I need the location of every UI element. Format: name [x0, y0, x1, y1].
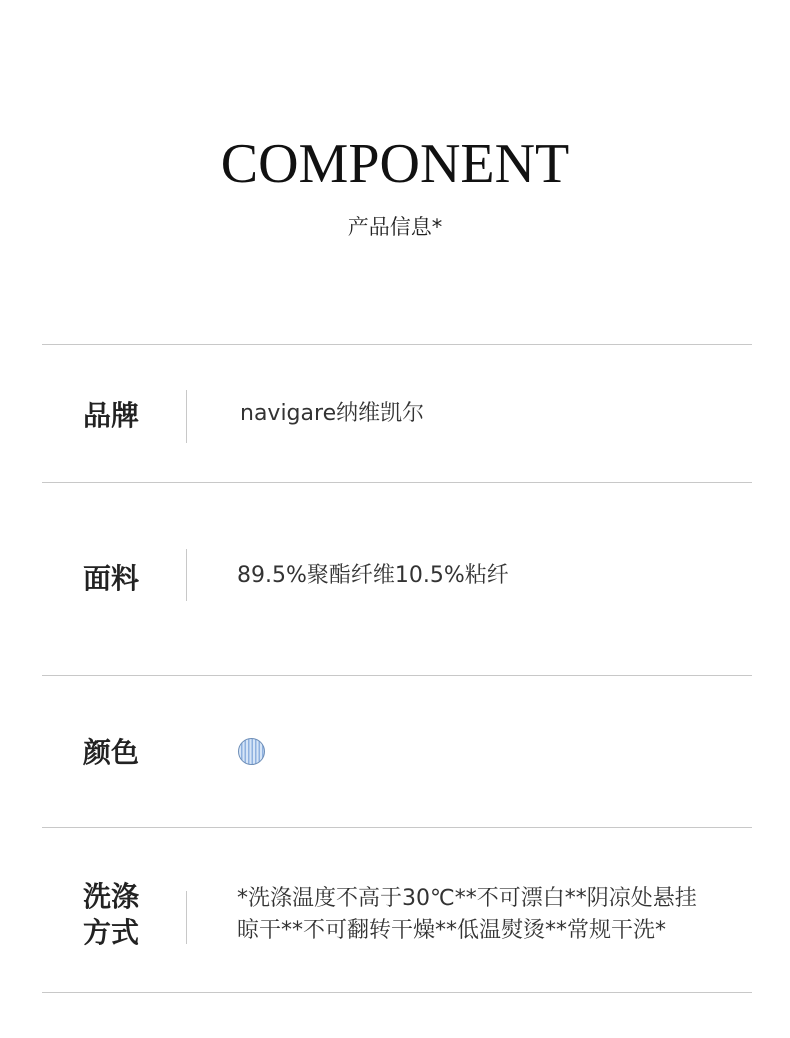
- divider-1: [42, 482, 752, 483]
- color-swatch: [238, 738, 265, 765]
- washing-value-line2: 晾干**不可翻转干燥**低温熨烫**常规干洗*: [237, 918, 667, 943]
- brand-separator: [186, 390, 187, 443]
- fabric-value: 89.5%聚酯纤维10.5%粘纤: [237, 563, 509, 588]
- divider-3: [42, 827, 752, 828]
- page-subtitle: 产品信息*: [347, 215, 443, 239]
- divider-top: [42, 344, 752, 345]
- brand-value: navigare纳维凯尔: [240, 401, 425, 426]
- divider-2: [42, 675, 752, 676]
- washing-label-line1: 洗涤: [83, 880, 140, 913]
- divider-bottom: [42, 992, 752, 993]
- washing-value-line1: *洗涤温度不高于30℃**不可漂白**阴凉处悬挂: [237, 886, 697, 911]
- fabric-separator: [186, 549, 187, 601]
- washing-label-line2: 方式: [83, 916, 140, 949]
- washing-separator: [186, 891, 187, 944]
- fabric-label: 面料: [83, 562, 140, 595]
- page-title: COMPONENT: [220, 133, 570, 195]
- color-label: 颜色: [83, 736, 140, 769]
- brand-label: 品牌: [83, 399, 140, 432]
